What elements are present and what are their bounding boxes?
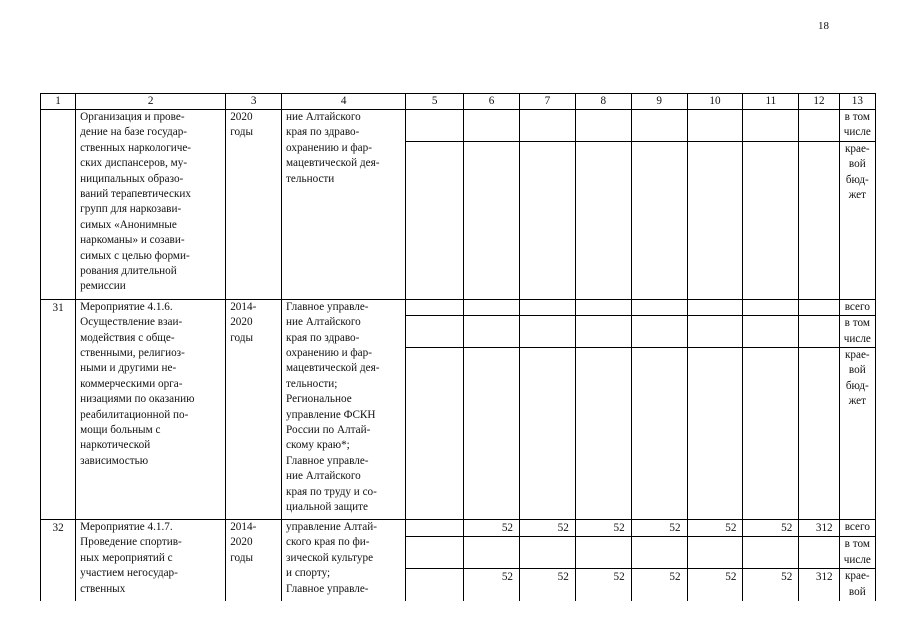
- amount-cell: [743, 110, 799, 142]
- amount-cell: [687, 348, 743, 520]
- page-number: 18: [818, 20, 829, 32]
- amount-cell: [464, 141, 520, 299]
- responsible-executor: управление Алтай- ского края по фи- зической культуре и спорту; Главное управле-: [282, 520, 406, 601]
- amount-cell: [799, 141, 839, 299]
- amount-cell: [631, 110, 687, 142]
- column-number: 9: [631, 94, 687, 110]
- amount-cell: [743, 537, 799, 569]
- amount-cell: [687, 141, 743, 299]
- amount-cell: [520, 141, 576, 299]
- amount-cell: [464, 348, 520, 520]
- column-number: 8: [575, 94, 631, 110]
- amount-cell: [520, 348, 576, 520]
- amount-cell: [406, 348, 464, 520]
- amount-cell: [406, 316, 464, 348]
- amount-cell: [631, 316, 687, 348]
- row-number: 31: [41, 299, 76, 519]
- amount-cell: [631, 348, 687, 520]
- amount-cell: [631, 141, 687, 299]
- implementation-period: 2014- 2020 годы: [226, 299, 282, 519]
- amount-cell: [743, 348, 799, 520]
- amount-regional-c10: 52: [687, 569, 743, 601]
- event-description: Мероприятие 4.1.7. Проведение спортив- ных мероприятий с участием негосудар- ственных: [76, 520, 226, 601]
- amount-regional-c9: 52: [631, 569, 687, 601]
- column-number: 1: [41, 94, 76, 110]
- responsible-executor: Главное управле- ние Алтайского края по здраво- охранению и фар- мацевтической дея- тельности; Региональное управление ФСКН России по Алтай- скому краю*; Главное управле- ние Алтайского края по труду и со- циальной защите: [282, 299, 406, 519]
- amount-cell: [631, 537, 687, 569]
- amount-regional-c5: [406, 569, 464, 601]
- table-row: [41, 299, 876, 315]
- amount-total-c5: [406, 520, 464, 537]
- funding-source: в том числе: [839, 537, 875, 569]
- amount-cell: [520, 316, 576, 348]
- amount-cell: [520, 537, 576, 569]
- column-number: 6: [464, 94, 520, 110]
- amount-cell: [743, 316, 799, 348]
- amount-total-c7: 52: [520, 520, 576, 537]
- amount-total-c10: 52: [687, 520, 743, 537]
- amount-regional-c8: 52: [575, 569, 631, 601]
- amount-regional-c6: 52: [464, 569, 520, 601]
- column-number: 3: [226, 94, 282, 110]
- amount-cell: [799, 348, 839, 520]
- responsible-executor: ние Алтайского края по здраво- охранению и фар- мацевтической дея- тельности: [282, 110, 406, 300]
- amount-cell: [799, 537, 839, 569]
- implementation-period: 2014- 2020 годы: [226, 520, 282, 601]
- amount-cell: [687, 316, 743, 348]
- table-row: [41, 520, 876, 537]
- amount-cell: [575, 141, 631, 299]
- amount-cell: [464, 110, 520, 142]
- funding-source: всего: [839, 520, 875, 537]
- amount-total-c9: 52: [631, 520, 687, 537]
- amount-regional-c7: 52: [520, 569, 576, 601]
- funding-source: крае- вой: [839, 569, 875, 601]
- table-row: [41, 110, 876, 142]
- column-number: 10: [687, 94, 743, 110]
- funding-source: в том числе: [839, 110, 875, 142]
- funding-source: всего: [839, 299, 875, 315]
- amount-cell: [464, 537, 520, 569]
- amount-total-c6: 52: [464, 520, 520, 537]
- column-number: 12: [799, 94, 839, 110]
- funding-source: крае- вой бюд- жет: [839, 348, 875, 520]
- amount-cell: [575, 316, 631, 348]
- amount-cell: [575, 537, 631, 569]
- column-number: 2: [76, 94, 226, 110]
- event-description: Мероприятие 4.1.6. Осуществление взаи- модействия с обще- ственными, религиоз- ными и другими не- коммерческими орга- низациями по оказанию реабилитационной по- мощи больным с наркотической зависимостью: [76, 299, 226, 519]
- amount-cell: [406, 141, 464, 299]
- amount-cell: [799, 299, 839, 315]
- amount-total-c8: 52: [575, 520, 631, 537]
- column-number: 4: [282, 94, 406, 110]
- amount-cell: [743, 299, 799, 315]
- amount-cell: [520, 110, 576, 142]
- column-number-row: [41, 94, 876, 110]
- amount-cell: [406, 537, 464, 569]
- amount-cell: [687, 537, 743, 569]
- amount-cell: [799, 316, 839, 348]
- amount-cell: [687, 110, 743, 142]
- funding-source: в том числе: [839, 316, 875, 348]
- amount-cell: [575, 110, 631, 142]
- amount-total-c12: 312: [799, 520, 839, 537]
- column-number: 11: [743, 94, 799, 110]
- amount-cell: [464, 299, 520, 315]
- amount-cell: [575, 348, 631, 520]
- event-description: Организация и прове- дение на базе государ- ственных наркологиче- ских диспансеров, му- ниципальных образо- ваний терапевтических групп для наркозави- симых «Анонимные наркоманы» и созави- симых с целью форми- рования длительной ремиссии: [76, 110, 226, 300]
- column-number: 5: [406, 94, 464, 110]
- amount-regional-c12: 312: [799, 569, 839, 601]
- row-number: 32: [41, 520, 76, 601]
- amount-cell: [743, 141, 799, 299]
- program-activities-table: [40, 93, 876, 601]
- column-number: 7: [520, 94, 576, 110]
- column-number: 13: [839, 94, 875, 110]
- amount-cell: [799, 110, 839, 142]
- amount-regional-c11: 52: [743, 569, 799, 601]
- implementation-period: 2020 годы: [226, 110, 282, 300]
- amount-cell: [575, 299, 631, 315]
- amount-cell: [406, 299, 464, 315]
- amount-cell: [631, 299, 687, 315]
- amount-cell: [520, 299, 576, 315]
- amount-cell: [464, 316, 520, 348]
- amount-total-c11: 52: [743, 520, 799, 537]
- row-number-cell: [41, 110, 76, 300]
- amount-cell: [406, 110, 464, 142]
- amount-cell: [687, 299, 743, 315]
- funding-source: крае- вой бюд- жет: [839, 141, 875, 299]
